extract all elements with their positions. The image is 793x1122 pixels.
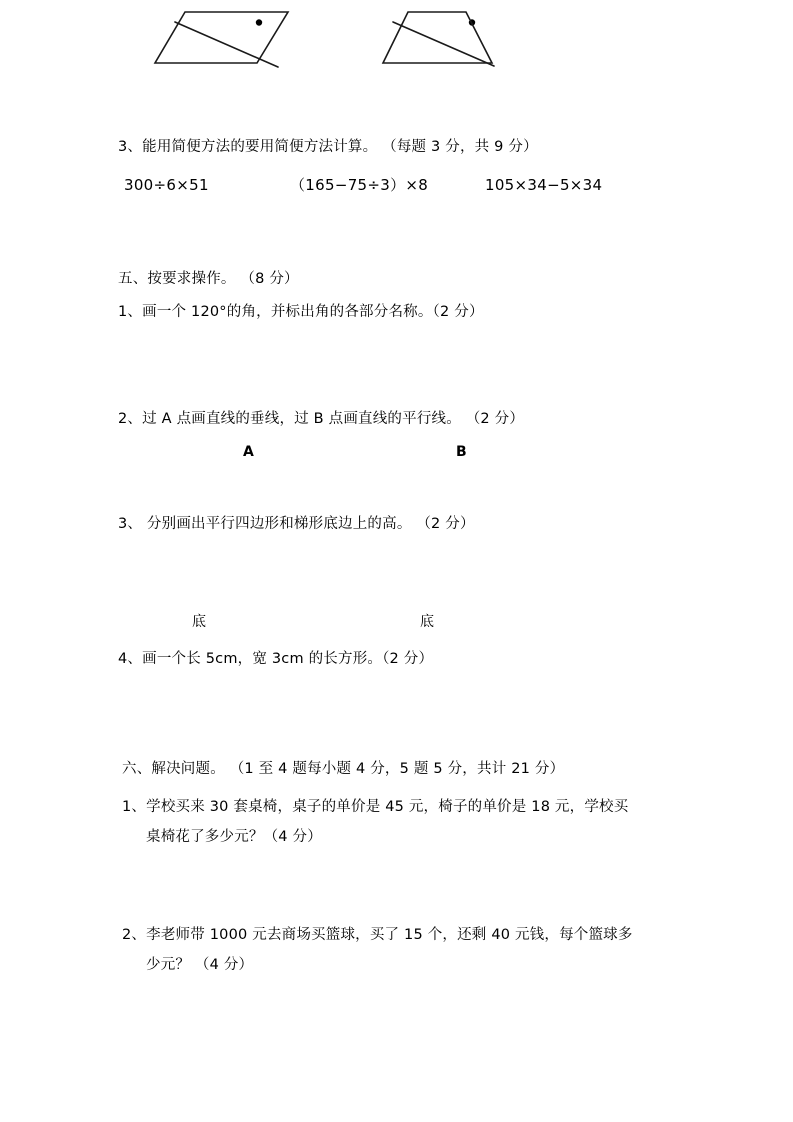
calc-section-heading: 3、能用简便方法的要用简便方法计算。 （每题 3 分，共 9 分） [118, 139, 538, 155]
parallelogram-base-label: 底 [192, 614, 207, 630]
calc-expression-1: 300÷6×51 [124, 176, 209, 194]
section-five-heading: 五、按要求操作。 （8 分） [118, 271, 299, 287]
calc-expression-2: （165−75÷3）×8 [290, 176, 429, 194]
section-five-question-4: 4、画一个长 5cm，宽 3cm 的长方形。（2 分） [118, 651, 434, 667]
section-five-question-2: 2、过 A 点画直线的垂线，过 B 点画直线的平行线。 （2 分） [118, 411, 525, 427]
section-six-question-1-line-2: 桌椅花了多少元？（4 分） [146, 829, 322, 845]
section-six-heading: 六、解决问题。 （1 至 4 题每小题 4 分，5 题 5 分，共计 21 分） [122, 761, 565, 777]
section-five-question-1: 1、画一个 120°的角，并标出角的各部分名称。（2 分） [118, 304, 484, 320]
trapezoid-base-label: 底 [420, 614, 435, 630]
section-five-question-3: 3、 分别画出平行四边形和梯形底边上的高。 （2 分） [118, 516, 475, 532]
q3-figure [0, 0, 793, 200]
q2-point-a-label: A [243, 444, 255, 460]
trapezoid-shape [383, 12, 492, 63]
section-six-question-2-line-2: 少元？ （4 分） [146, 957, 254, 973]
q2-point-b-label: B [456, 444, 468, 460]
section-six-question-2-line-1: 2、李老师带 1000 元去商场买篮球，买了 15 个，还剩 40 元钱，每个篮球多 [122, 927, 633, 943]
parallelogram-shape [155, 12, 288, 63]
calc-expression-3: 105×34−5×34 [485, 176, 603, 194]
section-six-question-1-line-1: 1、学校买来 30 套桌椅，桌子的单价是 45 元，椅子的单价是 18 元，学校买 [122, 799, 629, 815]
